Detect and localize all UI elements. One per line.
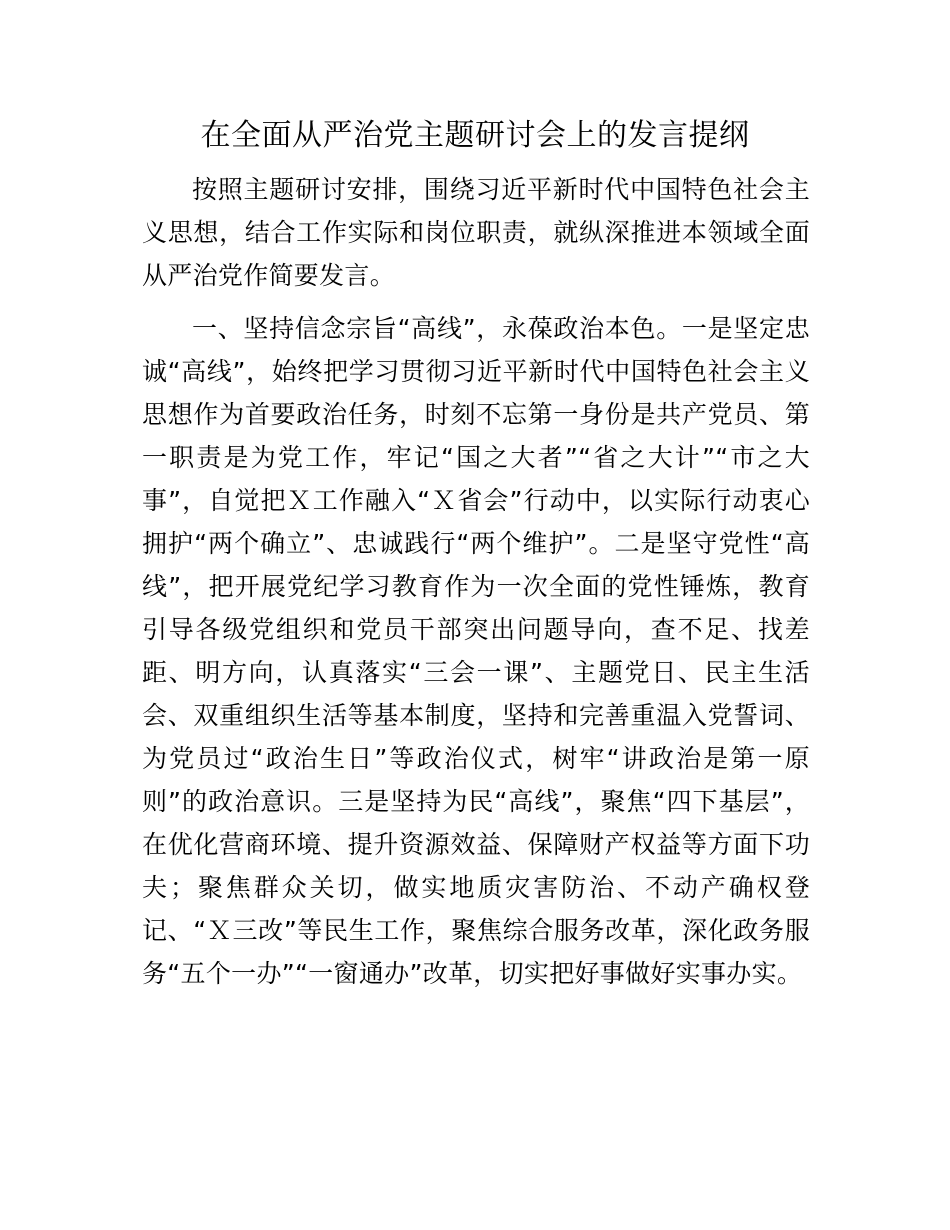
- paragraph-intro: 按照主题研讨安排，围绕习近平新时代中国特色社会主义思想，结合工作实际和岗位职责，就纵深推进本领域全面从严治党作简要发言。: [142, 175, 810, 290]
- paragraph-section-one: 一、坚持信念宗旨“高线”，永葆政治本色。一是坚定忠诚“高线”，始终把学习贯彻习近平新时代中国特色社会主义思想作为首要政治任务，时刻不忘第一身份是共产党员、第一职责是为党工作，牢记“国之大者”“省之大计”“市之大事”，自觉把Ｘ工作融入“Ｘ省会”行动中，以实际行动衷心拥护“两个确立”、忠诚践行“两个维护”。二是坚守党性“高线”，把开展党纪学习教育作为一次全面的党性锤炼，教育引导各级党组织和党员干部突出问题导向，查不足、找差距、明方向，认真落实“三会一课”、主题党日、民主生活会、双重组织生活等基本制度，坚持和完善重温入党誓词、为党员过“政治生日”等政治仪式，树牢“讲政治是第一原则”的政治意识。三是坚持为民“高线”，聚焦“四下基层”，在优化营商环境、提升资源效益、保障财产权益等方面下功夫；聚焦群众关切，做实地质灾害防治、不动产确权登记、“Ｘ三改”等民生工作，聚焦综合服务改革，深化政务服务“五个一办”“一窗通办”改革，切实把好事做好实事办实。: [142, 314, 810, 988]
- document-title: 在全面从严治党主题研讨会上的发言提纲: [200, 118, 750, 153]
